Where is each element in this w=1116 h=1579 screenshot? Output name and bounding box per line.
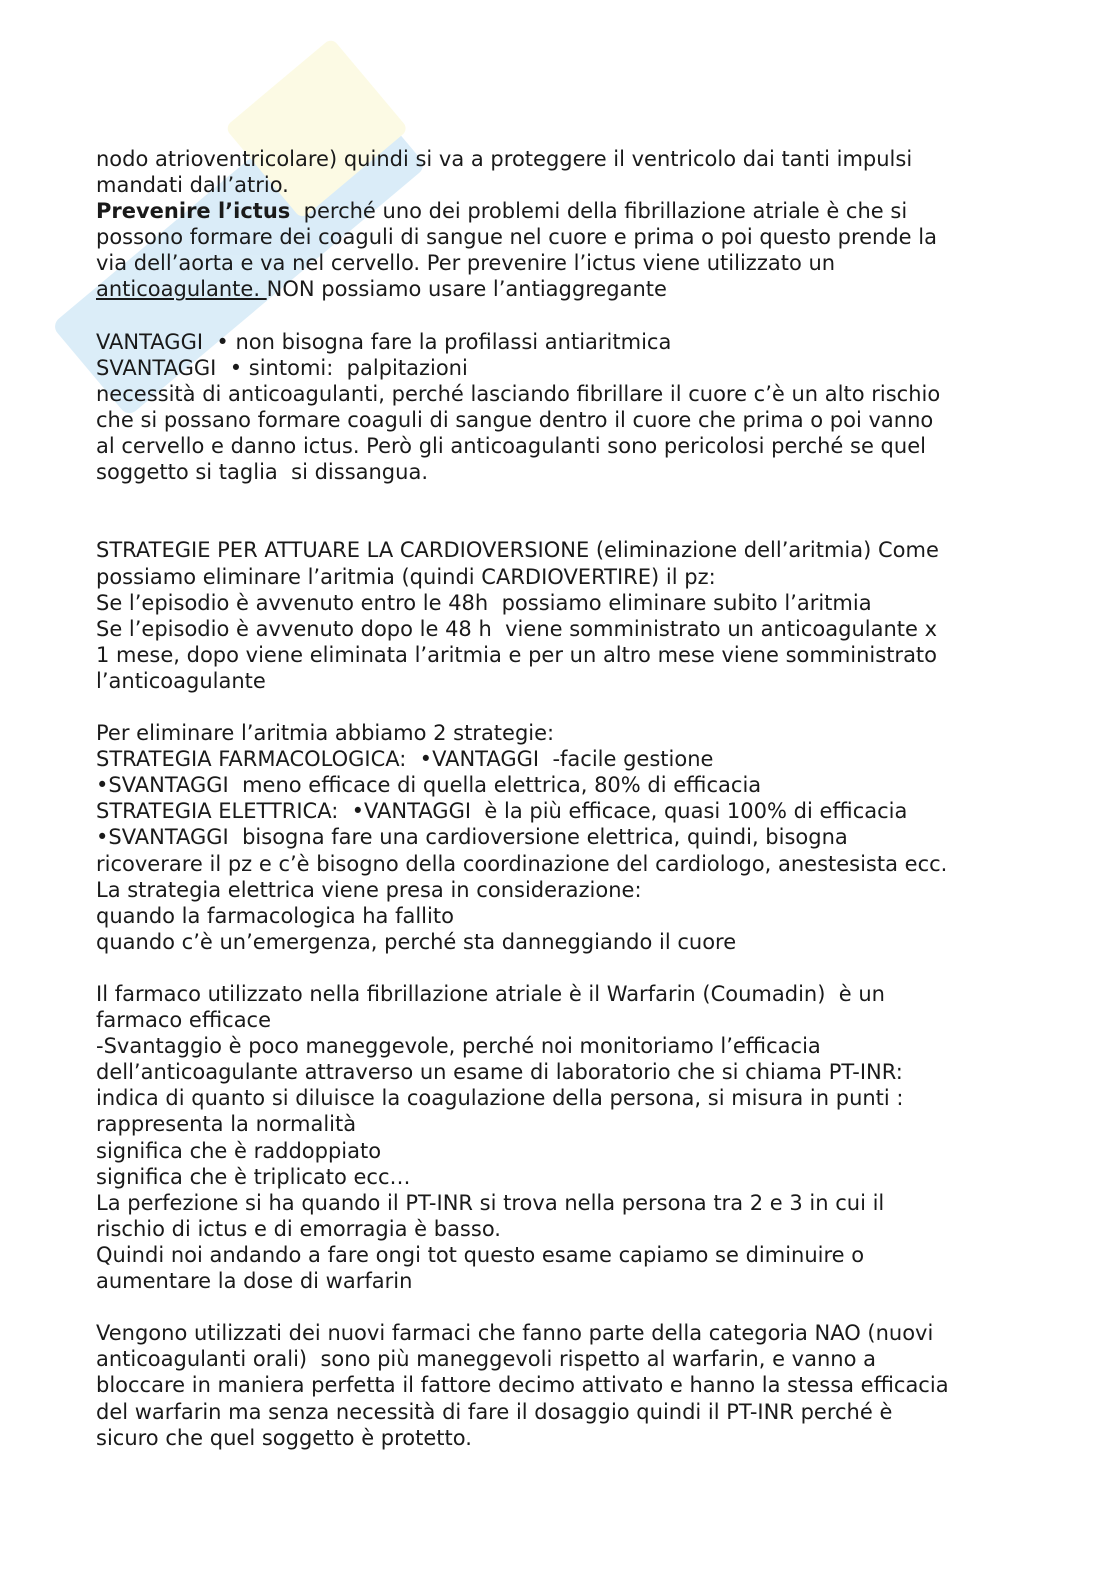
text-line: VANTAGGI • non bisogna fare la profilassi antiaritmica [96,329,672,354]
text-line: •SVANTAGGI bisogna fare una cardioversione elettrica, quindi, bisogna [96,825,848,850]
text-line: La strategia elettrica viene presa in considerazione: [96,877,642,902]
text-line: mandati dall’atrio. [96,173,289,198]
text-line: quando c’è un’emergenza, perché sta danneggiando il cuore [96,929,737,954]
text-line: aumentare la dose di warfarin [96,1269,413,1294]
text-line: possiamo eliminare l’aritmia (quindi CARDIOVERTIRE) il pz: [96,564,716,589]
text-line: bloccare in maniera perfetta il fattore decimo attivato e hanno la stessa efficacia [96,1373,949,1398]
text-line: anticoagulante. NON possiamo usare l’antiaggregante [96,277,667,302]
text-line: significa che è raddoppiato [96,1138,382,1163]
text-line: significa che è triplicato ecc… [96,1164,411,1189]
text-line: Quindi noi andando a fare ongi tot questo esame capiamo se diminuire o [96,1242,865,1267]
text-line: l’anticoagulante [96,668,266,693]
text-line: soggetto si taglia si dissangua. [96,460,428,485]
underlined-text: anticoagulante. [96,277,267,302]
text-line: sicuro che quel soggetto è protetto. [96,1425,472,1450]
text-line: Se l’episodio è avvenuto dopo le 48 h viene somministrato un anticoagulante x [96,616,938,641]
text-line: STRATEGIE PER ATTUARE LA CARDIOVERSIONE (eliminazione dell’aritmia) Come [96,538,939,563]
text-line: Per eliminare l’aritmia abbiamo 2 strategie: [96,721,555,746]
text-line: via dell’aorta e va nel cervello. Per prevenire l’ictus viene utilizzato un [96,251,836,276]
text-line: nodo atrioventricolare) quindi si va a proteggere il ventricolo dai tanti impulsi [96,147,913,171]
text-line: -Svantaggio è poco maneggevole, perché noi monitoriamo l’efficacia [96,1034,821,1059]
text-line: Se l’episodio è avvenuto entro le 48h possiamo eliminare subito l’aritmia [96,590,872,615]
text-line: Prevenire l’ictus perché uno dei problemi della fibrillazione atriale è che si [96,199,908,224]
text-line: necessità di anticoagulanti, perché lasciando fibrillare il cuore c’è un alto rischio [96,381,941,406]
text-line: possono formare dei coaguli di sangue nel cuore e prima o poi questo prende la [96,225,937,250]
text-line: anticoagulanti orali) sono più maneggevoli rispetto al warfarin, e vanno a [96,1347,876,1372]
text-line: ricoverare il pz e c’è bisogno della coordinazione del cardiologo, anestesista ecc. [96,851,948,876]
text-line: indica di quanto si diluisce la coagulazione della persona, si misura in punti : [96,1086,904,1111]
text-line: dell’anticoagulante attraverso un esame di laboratorio che si chiama PT-INR: [96,1060,903,1085]
text-line: STRATEGIA ELETTRICA: •VANTAGGI è la più efficace, quasi 100% di efficacia [96,799,908,824]
text-line: STRATEGIA FARMACOLOGICA: •VANTAGGI -facile gestione [96,747,714,772]
text-line: rappresenta la normalità [96,1112,357,1137]
text-line: Vengono utilizzati dei nuovi farmaci che fanno parte della categoria NAO (nuovi [96,1321,934,1346]
document-body [96,146,1036,1451]
text-line: che si possano formare coaguli di sangue dentro il cuore che prima o poi vanno [96,407,934,432]
text-line: quando la farmacologica ha fallito [96,903,454,928]
text-line: La perfezione si ha quando il PT-INR si trova nella persona tra 2 e 3 in cui il [96,1190,885,1215]
text-line: 1 mese, dopo viene eliminata l’aritmia e per un altro mese viene somministrato [96,642,938,667]
text-line: del warfarin ma senza necessità di fare il dosaggio quindi il PT-INR perché è [96,1399,893,1424]
text-line: Il farmaco utilizzato nella fibrillazione atriale è il Warfarin (Coumadin) è un [96,982,885,1006]
bold-heading: Prevenire l’ictus [96,199,291,224]
text-line: farmaco efficace [96,1008,272,1033]
text-line: SVANTAGGI • sintomi: palpitazioni [96,355,468,380]
text-line: al cervello e danno ictus. Però gli anticoagulanti sono pericolosi perché se quel [96,434,926,459]
text-line: rischio di ictus e di emorragia è basso. [96,1216,501,1241]
text-line: •SVANTAGGI meno efficace di quella elettrica, 80% di efficacia [96,773,762,798]
